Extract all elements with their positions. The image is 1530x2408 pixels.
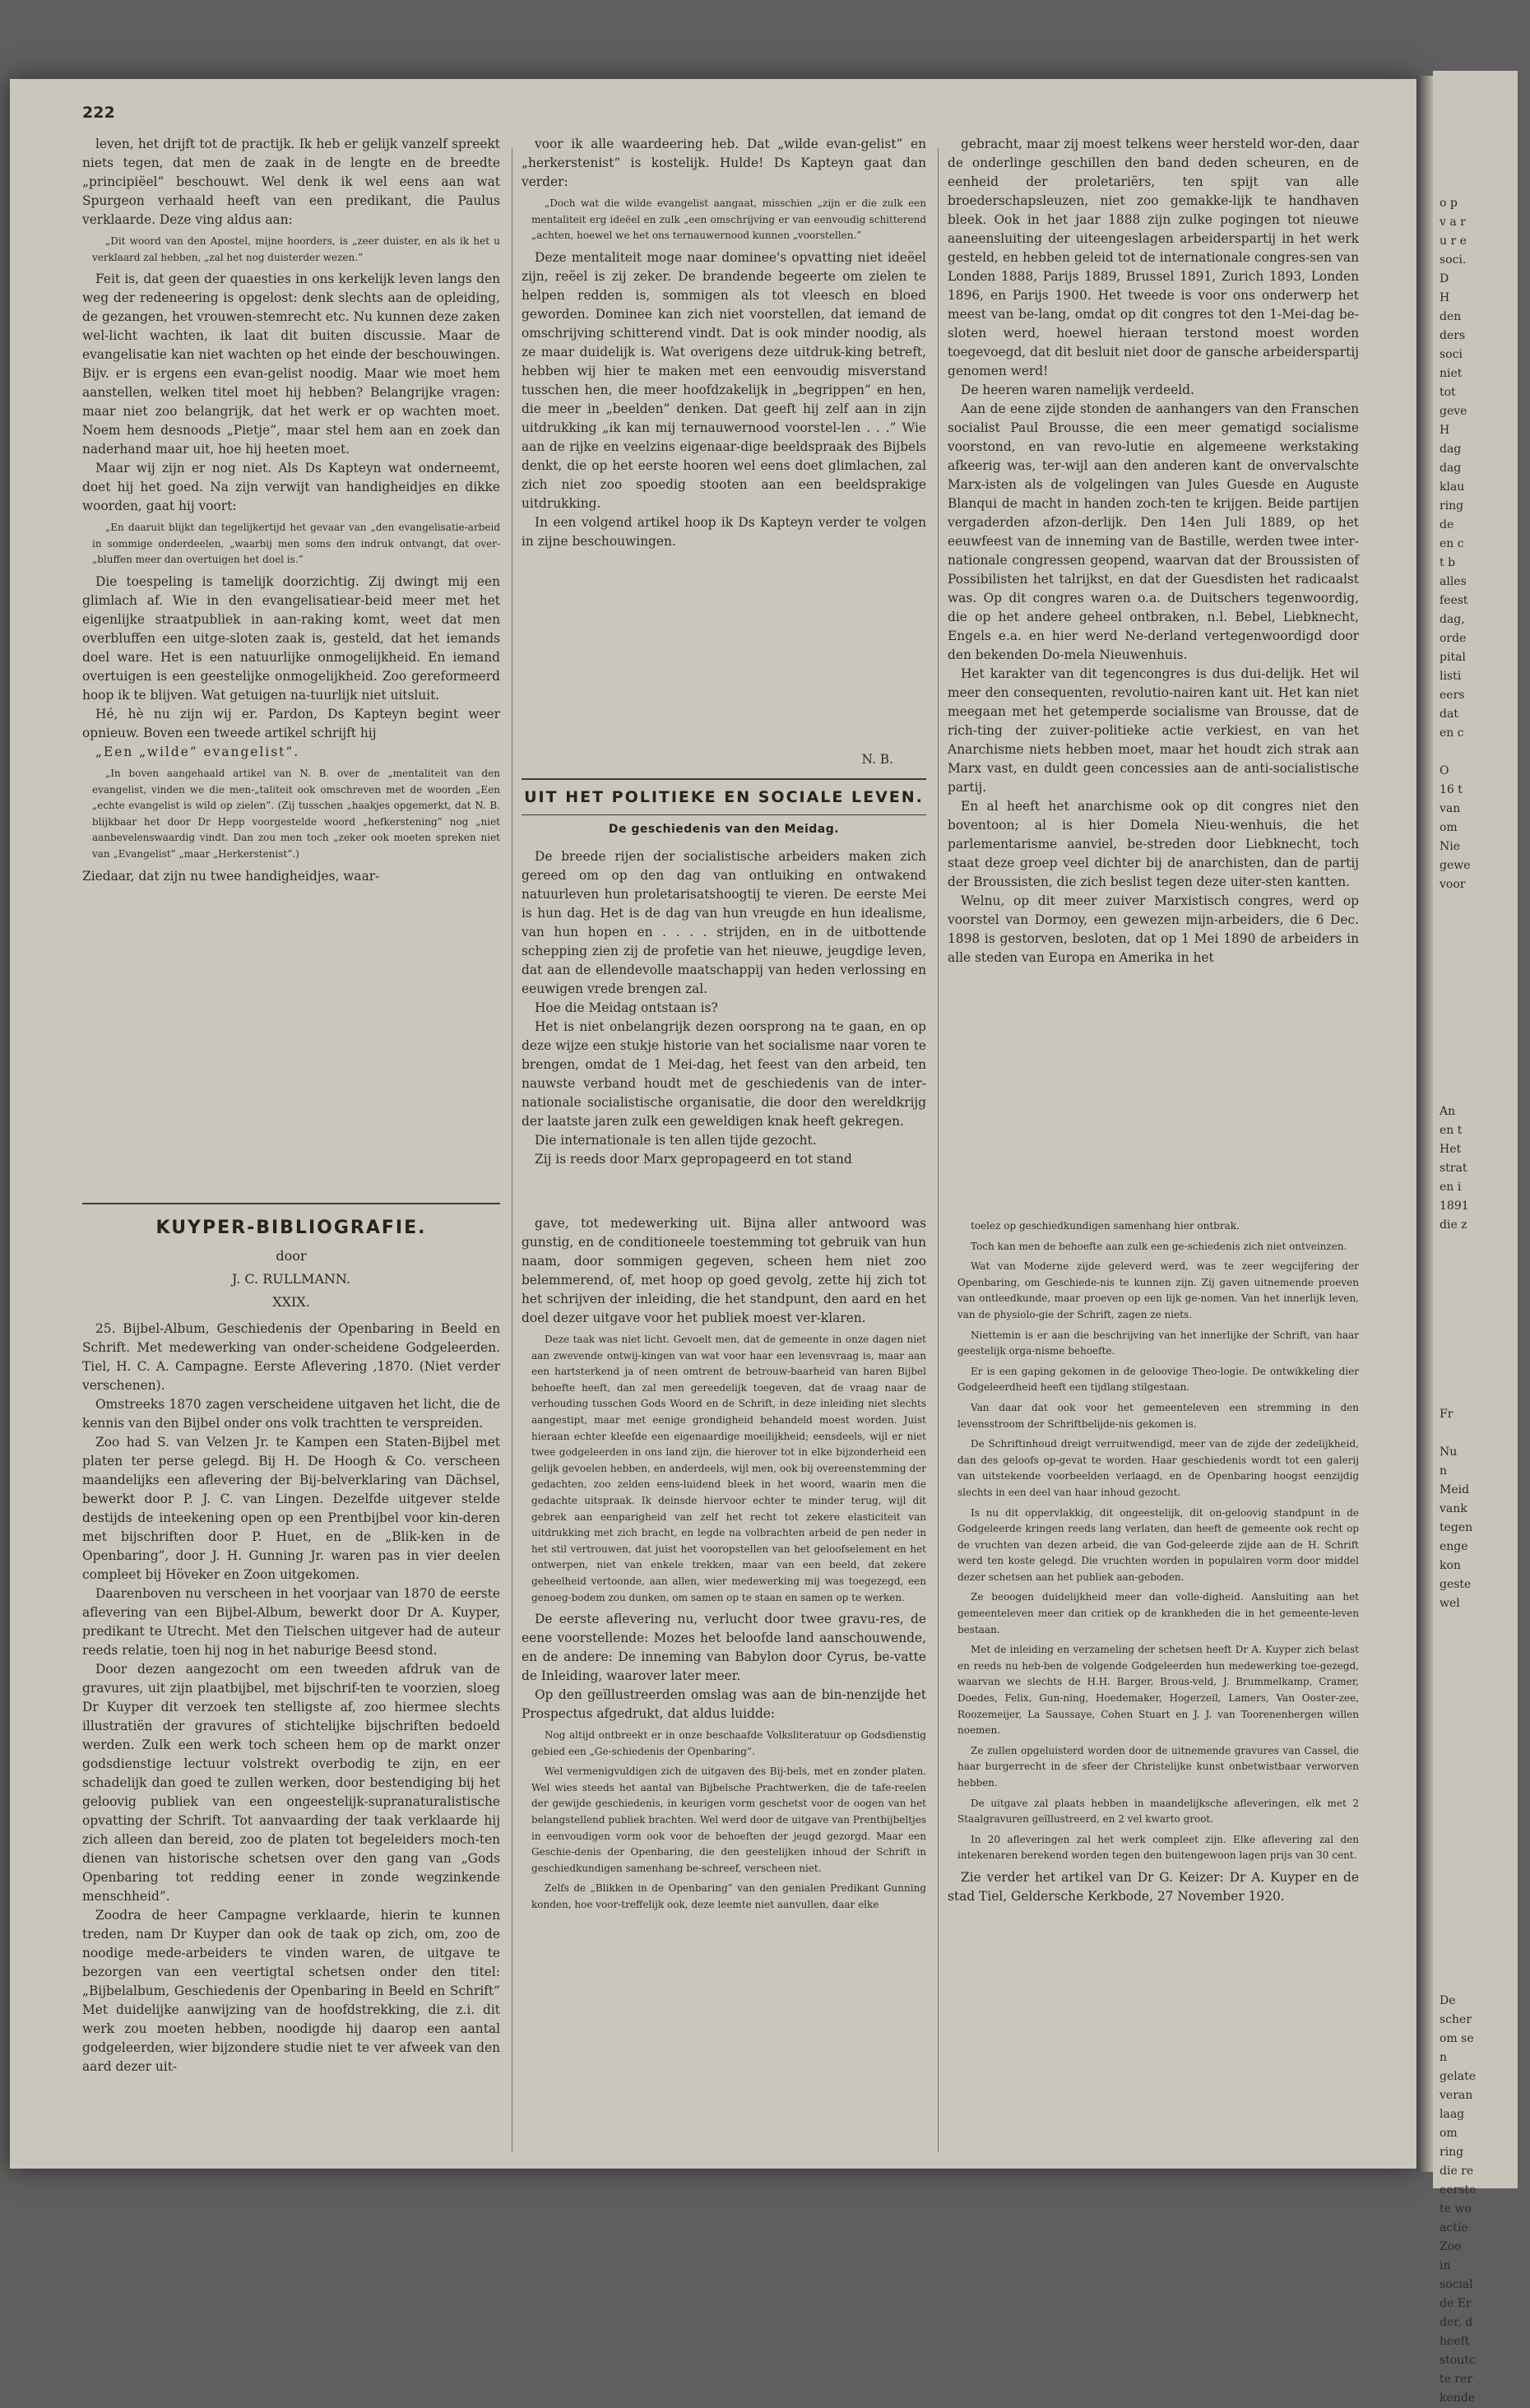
edge-fragment <box>1440 1065 1530 1083</box>
edge-fragment: Zoo <box>1440 2240 1462 2253</box>
edge-fragment <box>1440 1727 1530 1746</box>
edge-fragment <box>1440 1973 1530 1992</box>
paragraph: Zij is reeds door Marx gepropageerd en tot stand <box>535 1152 852 1167</box>
edge-fragment <box>1440 1008 1530 1027</box>
paragraph: Wat van Moderne zijde geleverd werd, was te zeer wegcijfering der Openbaring, om Geschiede-nis te kunnen zijn. Zij gaven uitnemende proeven van ontleedkunde, maar proeven op een lijk ge-nomen. Van het innerlijk leven, van de physiolo-gie der Schrift, zagen ze niets. <box>957 1260 1359 1320</box>
edge-fragment: van <box>1440 802 1461 815</box>
edge-fragment <box>1440 1651 1530 1670</box>
edge-fragment: O <box>1440 764 1449 777</box>
paragraph: „Doch wat die wilde evangelist aangaat, misschien „zijn er die zulk een mentaliteit erg ideëel en zulk „een omschrijving er van eenvoudig schitterend „achten, hoewel we het ons ternauwernood kunnen „voorstellen.” <box>531 197 926 242</box>
edge-fragment <box>1440 932 1530 951</box>
paragraph: „Een „wilde” evangelist”. <box>95 744 300 759</box>
edge-fragment: D <box>1440 272 1449 285</box>
paragraph: De breede rijen der socialistische arbeiders maken zich gereed om op den dag van ontluiking en ontwakend natuurleven hun proletarisatshoogtij te vieren. De eerste Mei is hun dag. Het is de dag van hun vreugde en hun idealisme, van hun hopen en . . . . strijden, en in de uitbottende schepping zien zij de profetie van het nieuwe, jeugdige leven, dat aan de ellendevolle maatschappij van heden verlossing en eeuwigen vrede brengen zal. <box>522 849 926 996</box>
edge-fragment <box>1440 1632 1530 1651</box>
edge-fragment: veran <box>1440 2089 1473 2102</box>
column-3-bottom-article <box>948 1214 1359 2152</box>
edge-fragment <box>1440 894 1530 913</box>
kuyper-bibliography-title: KUYPER-BIBLIOGRAFIE. <box>155 1218 427 1238</box>
paragraph: voor ik alle waardeering heb. Dat „wilde evan-gelist” en „herkerstenist” is kostelijk. Hulde! Ds Kapteyn gaat dan verder: <box>522 137 926 189</box>
paragraph: In een volgend artikel hoop ik Ds Kapteyn verder te volgen in zijne beschouwingen. <box>522 514 926 549</box>
paragraph: Zoo had S. van Velzen Jr. te Kampen een Staten-Bijbel met platen ter perse gelegd. Bij H. De Hoogh & Co. verscheen maandelijks een aflevering der Bij-belverklaring van Dächsel, bewerkt door P. J. C. van Lingen. Dezelfde uitgever stelde destijds de inteekening open op een Prentbijbel voor kin-deren met bijschriften door P. Huet, en de „Blik-ken in de Openbaring”, door J. H. Gunning Jr. waren pas in vier deelen compleet bij Höveker en Zoon uitgekomen. <box>82 1435 500 1582</box>
edge-fragment: en c <box>1440 726 1464 740</box>
edge-fragment: n <box>1440 2051 1448 2064</box>
edge-fragment: feest <box>1440 594 1468 607</box>
paragraph: 25. Bijbel-Album, Geschiedenis der Openbaring in Beeld en Schrift. Met medewerking van onder-scheidene Godgeleerden. Tiel, H. C. A. Campagne. Eerste Aflevering ,1870. (Niet verder verschenen). <box>82 1321 500 1393</box>
paragraph: En al heeft het anarchisme ook op dit congres niet den boventoon; al is hier Domela Nieu-wenhuis, die het parlementarisme aanviel, be-streden door Liebknecht, toch staat deze groep veel dichter bij de anarchisten, dan de partij der Broussisten, die zich beslist tegen deze uiter-sten kantten. <box>948 799 1359 889</box>
edge-fragment: eerste <box>1440 2183 1477 2197</box>
edge-fragment <box>1440 1689 1530 1708</box>
edge-fragment: Nu <box>1440 1445 1458 1459</box>
edge-fragment: soci. <box>1440 253 1467 267</box>
edge-fragment <box>1440 1708 1530 1727</box>
edge-fragment: om se <box>1440 2032 1474 2045</box>
edge-fragment: ring <box>1440 499 1464 513</box>
edge-fragment: eers <box>1440 689 1465 702</box>
paragraph: gave, tot medewerking uit. Bijna aller antwoord was gunstig, en de conditioneele toestemming tot gebruik van hun naam, door sommigen gegeven, scheen hem niet zoo belemmerend, of, met hoop op goed gevolg, zette hij zich tot het schrijven der inleiding, die het standpunt, den aard en het doel dezer uitgave voor het publiek moest ver-klaren. <box>522 1216 926 1325</box>
paragraph: Deze taak was niet licht. Gevoelt men, dat de gemeente in onze dagen niet aan zwevende ontwij-kingen van wat voor haar een levensvraag is, maar aan een hartsterkend ja of neen omtrent de betrouw-baarheid van haren Bijbel behoefte heeft, dan zal men gereedelijk toegeven, dat de vraag naar de verhouding tusschen Gods Woord en de Schrift, in deze inleiding niet slechts aangestipt, maar met eenige grondigheid behandeld moest worden. Juist hieraan echter kleefde een eigenaardige moeilijkheid; eensdeels, wijl er niet twee godgeleerden in ons land zijn, die hierover tot in elke bijzonderheid een gelijk gevoelen hebben, en anderdeels, wijl men, ook bij overeenstemming der gedachten, zoo zelden eens-luidend bleek in het woord, waarin men die gedachte uitspraak. Ik deinsde hiervoor echter te minder terug, wijl dit gebrek aan eenparigheid van zelf het recht tot zekere elasticiteit van uitdrukking met zich bracht, en legde na volbrachten arbeid de pen neder in het stil vertrouwen, dat juist het vooropstellen van het geloofselement en het ontwerpen, niet van enkele trekken, maar van een beeld, dat zekere geheelheid vertoonde, aan allen, wier medewerking mij was toegezegd, een genoeg-bodem zou dunken, om samen op te staan en samen op te werken. <box>531 1334 926 1603</box>
paragraph: De uitgave zal plaats hebben in maandelijksche afleveringen, elk met 2 Staalgravuren geïllustreerd, en 2 vel kwarto groot. <box>957 1797 1359 1826</box>
edge-fragment: v a r <box>1440 216 1466 229</box>
paragraph: Op den geïllustreerden omslag was aan de bin-nenzijde het Prospectus afgedrukt, dat aldus luidde: <box>522 1687 926 1722</box>
paragraph: Deze mentaliteit moge naar dominee's opvatting niet ideëel zijn, reëel is zij zeker. De brandende begeerte om zielen te helpen redden is, sommigen als tot vleesch en bloed geworden. Dominee kan zich niet voorstellen, dat iemand de omschrijving schitterend vindt. Dat is ook minder noodig, als ze maar duidelijk is. Wat overigens deze uitdruk-king betreft, hebben wij hier te maken met een eenvoudig misverstand tusschen hen, die meer hoofdzakelijk in „begrippen” en hen, die meer in „beelden” denken. Dat geeft hij zelf aan in zijn uitdrukking „ik kan mij ternauwernood voorstel-len . . .” Wie aan de rijke en veelzins eigenaar-dige beeldspraak des Bijbels denkt, die op het eerste hooren wel eens doet glimlachen, zal zich niet zoo spoedig stooten aan een beeldsprakige uitdrukking. <box>522 249 926 511</box>
paragraph: Daarenboven nu verscheen in het voorjaar van 1870 de eerste aflevering van een Bijbel-Album, bewerkt door Dr A. Kuyper, predikant te Utrecht. Met den Tielschen uitgever had de auteur reeds relatie, toen hij nog in het naburige Beesd stond. <box>82 1586 500 1658</box>
edge-fragment <box>1440 743 1530 762</box>
edge-fragment: te rer <box>1440 2373 1473 2386</box>
edge-fragment: dag <box>1440 462 1462 475</box>
edge-fragment <box>1440 1292 1530 1311</box>
edge-fragment: dag, <box>1440 613 1465 626</box>
column-1-bottom-article <box>82 1320 500 2150</box>
paragraph: Ziedaar, dat zijn nu twee handigheidjes, waar- <box>82 868 380 884</box>
paragraph: Is nu dit oppervlakkig, dit ongeestelijk, dit on-geloovig standpunt in de Godgeleerde kringen reeds lang verlaten, dan heeft de gemeente ook recht op de vruchten van dezen arbeid, die van God-geleerde zijde aan de H. Schrift werd ten koste gelegd. Die vruchten worden in populairen vorm door middel dezer schetsen aan het publiek aan-geboden. <box>957 1506 1359 1583</box>
column-divider-top-2 <box>938 148 939 1218</box>
politics-subtitle: De geschiedenis van den Meidag. <box>608 823 840 836</box>
edge-fragment: 1891 <box>1440 1199 1469 1213</box>
paragraph: Die toespeling is tamelijk doorzichtig. Zij dwingt mij een glimlach af. Wie in den evangelisatiear-beid meer met het eigenlijke straatpubliek in aan-raking komt, weet dat men overbluffen een uitge-sloten zaak is, gesteld, dat het iemands doel ware. Het is een natuurlijke onmogelijkheid. En iemand overtuigen is een geestelijke onmogelijkheid. Zoo gereformeerd hoop ik te blijven. Wat getuigen na-tuurlijk niet uitsluit. <box>82 573 500 703</box>
edge-fragment: ders <box>1440 329 1466 342</box>
edge-fragment <box>1440 970 1530 989</box>
edge-fragment: u r e <box>1440 234 1467 248</box>
edge-fragment: om <box>1440 2127 1458 2140</box>
paragraph: „In boven aangehaald artikel van N. B. over de „mentaliteit van den evangelist, vinden we die men-„taliteit ook omschreven met de woorden „Een „echte evangelist is wild op zielen”. (Zij tusschen „haakjes opgemerkt, dat N. B. blijkbaar het door Dr Hepp voorgestelde woord „hefkerstening” nog „niet aanbevelenswaardig vindt. Dan zou men toch „zeker ook moeten spreken niet van „Evangelist” „maar „Herkerstenist”.) <box>92 767 500 860</box>
edge-fragment <box>1440 1821 1530 1840</box>
edge-fragment: soci <box>1440 348 1463 361</box>
edge-fragment: alles <box>1440 575 1467 588</box>
edge-fragment <box>1440 1954 1530 1973</box>
edge-fragment: H <box>1440 424 1450 437</box>
politics-section-title: UIT HET POLITIEKE EN SOCIALE LEVEN. <box>524 788 924 806</box>
edge-fragment <box>1440 913 1530 932</box>
edge-fragment: om <box>1440 821 1458 834</box>
edge-fragment: social <box>1440 2278 1473 2291</box>
edge-fragment: orde <box>1440 632 1467 645</box>
edge-fragment <box>1440 1613 1530 1632</box>
edge-fragment: die re <box>1440 2164 1474 2178</box>
edge-fragment <box>1440 1386 1530 1405</box>
paragraph: Zelfs de „Blikken in de Openbaring” van den genialen Predikant Gunning konden, hoe voor-treffelijk ook, deze leemte niet aanvullen, daar elke <box>531 1882 926 1911</box>
paragraph: Maar wij zijn er nog niet. Als Ds Kapteyn wat onderneemt, doet hij het goed. Na zijn verwijt van handigheidjes en dikke woorden, gaat hij voort: <box>82 461 500 514</box>
edge-fragment: heeft <box>1440 2335 1470 2348</box>
edge-fragment: scher <box>1440 2013 1472 2026</box>
paragraph: Hé, hè nu zijn wij er. Pardon, Ds Kapteyn begint weer opnieuw. Boven een tweede artikel schrijft hij <box>82 706 500 740</box>
paragraph: Omstreeks 1870 zagen verscheidene uitgaven het licht, die de kennis van den Bijbel onder ons volk trachtten te verspreiden. <box>82 1397 500 1431</box>
kuyper-author: J. C. RULLMANN. <box>232 1271 350 1287</box>
edge-fragment: geste <box>1440 1578 1472 1591</box>
paragraph: De heeren waren namelijk verdeeld. <box>961 383 1194 397</box>
column-2-top-article <box>522 135 926 748</box>
edge-fragment: tegen <box>1440 1521 1473 1534</box>
section-rule-middle-2 <box>522 814 926 815</box>
binding-gutter <box>1416 76 1433 2172</box>
paragraph: Feit is, dat geen der quaesties in ons kerkelijk leven langs den weg der redeneering is opgelost: denk slechts aan de opleiding, de gezangen, het vrouwen-stemrecht etc. Nu kunnen deze zaken wel-licht wachten, ik laat dit buiten discussie. Maar de evangelisatie kan niet wachten op het einde der beschouwingen. Bijv. er is ergens een evan-gelist noodig. Maar wie moet hem aanstellen, welken titel moet hij hebben? Belangrijke vragen: maar niet zoo belangrijk, dat het werk er op wachten moet. Noem hem desnoods „Pietje”, maar stel hem aan en zoek dan naderhand maar uit, hoe hij heeten moet. <box>82 271 500 457</box>
column-2-bottom-article <box>522 1214 926 2152</box>
edge-fragment: gelate <box>1440 2070 1476 2083</box>
paragraph: Er is een gaping gekomen in de geloovige Theo-logie. De ontwikkeling dier Godgeleerdheid heeft een tijdlang stilgestaan. <box>957 1365 1359 1394</box>
edge-fragment <box>1440 1670 1530 1689</box>
edge-fragment: o p <box>1440 197 1458 210</box>
page-number: 222 <box>82 104 115 122</box>
paragraph: De eerste aflevering nu, verlucht door twee gravu-res, de eene voorstellende: Mozes het beloofde land aanschouwende, en de andere: De inneming van Babylon door Cyrus, be-vatte de Inleiding, waarover later meer. <box>522 1612 926 1684</box>
edge-fragment: in <box>1440 2259 1451 2272</box>
paragraph: Het karakter van dit tegencongres is dus dui-delijk. Het wil meer den consequenten, revolutio-nairen kant uit. Het kan niet meegaan met het getemperde socialisme van Brousse, dat de rich-ting der zuiver-politieke actie verkiest, en van het Anarchisme niets hebben moet, maar het houdt zich strak aan Marx vast, en duldt geen concessies aan de anti-socialistische partij. <box>948 666 1359 795</box>
edge-fragment <box>1440 1273 1530 1292</box>
edge-fragment <box>1440 1878 1530 1897</box>
paragraph: Welnu, op dit meer zuiver Marxistisch congres, werd op voorstel van Dormoy, een gewezen mijn-arbeiders, die 6 Dec. 1898 is gestorven, besloten, dat op 1 Mei 1890 de arbeiders in alle steden van Europa en Amerika in het <box>948 893 1359 965</box>
kuyper-door: door <box>276 1248 307 1264</box>
edge-fragment: en t <box>1440 1124 1463 1137</box>
edge-fragment: dag <box>1440 443 1462 456</box>
edge-fragment <box>1440 1897 1530 1916</box>
column-2-meidag-article <box>522 847 926 1201</box>
edge-fragment: laag <box>1440 2108 1465 2121</box>
edge-fragment: Nie <box>1440 840 1461 853</box>
edge-fragment: wel <box>1440 1597 1460 1610</box>
edge-fragment <box>1440 1254 1530 1273</box>
column-3-top-article <box>948 135 1359 1204</box>
edge-fragment <box>1440 1046 1530 1065</box>
edge-fragment: enge <box>1440 1540 1468 1553</box>
article-signature: N. B. <box>861 752 893 767</box>
edge-fragment: listi <box>1440 670 1462 683</box>
paragraph: Met de inleiding en verzameling der schetsen heeft Dr A. Kuyper zich belast en reeds nu heb-ben de volgende Godgeleerden hun medewerking toe-gezegd, waarvan we slechts de H.H. Barger, Brous-veld, J. Brummelkamp, Cramer, Doedes, Felix, Gun-ning, Hoedemaker, Hogerzeil, Lamers, Van Ooster-zee, Roozemeijer, La Saussaye, Cohen Stuart en J. J. van Toorenenbergen willen noemen. <box>957 1644 1359 1737</box>
edge-fragment: voor <box>1440 878 1466 891</box>
edge-fragment: Het <box>1440 1143 1462 1156</box>
edge-fragment: en i <box>1440 1181 1462 1194</box>
edge-fragment <box>1440 951 1530 970</box>
edge-fragment: de <box>1440 518 1454 531</box>
edge-fragment <box>1440 1083 1530 1102</box>
edge-fragment <box>1440 1935 1530 1954</box>
paragraph: Door dezen aangezocht om een tweeden afdruk van de gravures, uit zijn plaatbijbel, met bijschrif-ten te voorzien, sloeg Dr Kuyper dit verzoek ten stelligste af, zoo hiermee slechts illustratiën der gravures of stichtelijke bijschriften bedoeld werden. Zulk een werk toch scheen hem op de markt onzer godsdienstige lectuur volstrekt overbodig te zijn, en eer schadelijk dan goed te zullen werken, door bestendiging bij het geloovig publiek van een ongeestelijk-supranaturalistische opvatting der Schrift. Tot aanvaarding der taak verklaarde hij zich alleen dan bereid, zoo de platen tot begeleiders moch-ten dienen van historische schetsen over den gang van „Gods Openbaring tot redding eener in zonde wegzinkende menschheid”. <box>82 1662 500 1904</box>
paragraph: leven, het drijft tot de practijk. Ik heb er gelijk vanzelf spreekt niets tegen, dat men de zaak in de lengte en de breedte „principiëel” beschouwt. Wel denk ik wel eens aan wat Spurgeon verhaald heeft van een predikant, die Paulus verklaarde. Deze ving aldus aan: <box>82 137 500 227</box>
paragraph: Ze zullen opgeluisterd worden door de uitnemende gravures van Cassel, die haar burgerrecht in de sfeer der Christelijke kunst onbetwistbaar verworven hebben. <box>957 1744 1359 1789</box>
edge-fragment: An <box>1440 1105 1456 1118</box>
next-page-text-fragments <box>1440 194 1530 2408</box>
edge-fragment: H <box>1440 291 1450 304</box>
signature-wrap <box>522 750 926 772</box>
paragraph: Hoe die Meidag ontstaan is? <box>535 1000 718 1015</box>
edge-fragment: klau <box>1440 480 1465 494</box>
paragraph: „Dit woord van den Apostel, mijne hoorders, is „zeer duister, en als ik het u verklaard zal hebben, „zal het nog duisterder wezen.” <box>92 235 500 263</box>
next-page-edge <box>1433 71 1518 2405</box>
edge-fragment: tot <box>1440 386 1456 399</box>
edge-fragment: ring <box>1440 2146 1464 2159</box>
edge-fragment <box>1440 1424 1530 1443</box>
edge-fragment: t b <box>1440 556 1456 569</box>
paragraph: Wel vermenigvuldigen zich de uitgaven des Bij-bels, met en zonder platen. Wel wies steeds het aantal van Bijbelsche Prachtwerken, die de tafe-reelen der gewijde geschiedenis, in keurigen vorm geschetst voor de oogen van het belangstellend publiek brachten. Wel werd door de uitgave van Prentbijbeltjes in eenvoudigen vorm ook voor de behoeften der jeugd gezorgd. Maar een Geschie-denis der Openbaring, die den geestelijken inhoud der Schrift in geschiedkundigen samenhang be-schreef, verscheen niet. <box>531 1765 926 1874</box>
edge-fragment: n <box>1440 1464 1448 1478</box>
paragraph: „En daaruit blijkt dan tegelijkertijd het gevaar van „den evangelisatie-arbeid in sommige onderdeelen, „waarbij men soms den indruk ontvangt, dat over-„bluffen meer dan overtuigen het doel is.” <box>92 522 500 566</box>
edge-fragment: Fr <box>1440 1408 1454 1421</box>
paragraph: toelez op geschiedkundigen samenhang hier ontbrak. <box>971 1220 1240 1232</box>
edge-fragment <box>1440 1859 1530 1878</box>
paragraph: In 20 afleveringen zal het werk compleet zijn. Elke aflevering zal den intekenaren berekend worden tegen den buitengewoon lagen prijs van 30 cent. <box>957 1833 1359 1862</box>
edge-fragment <box>1440 1803 1530 1821</box>
edge-fragment: actie <box>1440 2221 1468 2234</box>
edge-fragment: strat <box>1440 1162 1467 1175</box>
paragraph: Het is niet onbelangrijk dezen oorsprong na te gaan, en op deze wijze een stukje historie van het socialisme naar voren te brengen, omdat de 1 Mei-dag, het feest van den arbeid, ten nauwste verband houdt met de geschiedenis van de inter-nationale socialistische organisatie, die door den wereldkrijg der laatste jaren zulk een geweldigen knak heeft gekregen. <box>522 1019 926 1129</box>
edge-fragment <box>1440 1840 1530 1859</box>
edge-fragment: den <box>1440 310 1462 323</box>
edge-fragment: pital <box>1440 651 1466 664</box>
kuyper-part-number: XXIX. <box>272 1294 310 1310</box>
edge-fragment <box>1440 1235 1530 1254</box>
paragraph: Toch kan men de behoefte aan zulk een ge-schiedenis zich niet ontveinzen. <box>971 1240 1347 1252</box>
paragraph: Niettemin is er aan die beschrijving van het innerlijke der Schrift, van haar geestelijk orga-nisme behoefte. <box>957 1329 1359 1357</box>
column-1-top-article <box>82 135 500 1196</box>
edge-fragment <box>1440 1746 1530 1765</box>
edge-fragment <box>1440 1348 1530 1367</box>
paragraph: De Schriftinhoud dreigt verruitwendigd, meer van de zijde der zedelijkheid, dan des geloofs op-gevat te worden. Haar geschiedenis wordt tot een galerij van uitstekende voorbeelden verlaagd, en de Openbaring hoogst eenzijdig slechts in een deel van haar inhoud gezocht. <box>957 1438 1359 1498</box>
edge-fragment <box>1440 1916 1530 1935</box>
edge-fragment <box>1440 1784 1530 1803</box>
edge-fragment: kon <box>1440 1559 1461 1572</box>
edge-fragment: Meid <box>1440 1483 1470 1496</box>
edge-fragment <box>1440 989 1530 1008</box>
edge-fragment <box>1440 1311 1530 1329</box>
edge-fragment <box>1440 1765 1530 1784</box>
paragraph: gebracht, maar zij moest telkens weer hersteld wor-den, daar de onderlinge geschillen den band deden scheuren, en de eenheid der proletariërs, ten spijt van alle broederschapsleuzen, niet zoo gemakke-lijk te handhaven bleek. Ook in het jaar 1888 zijn zulke pogingen tot nieuwe aaneensluiting der uiteengeslagen arbeiderspartij in het werk gesteld, en hebben geleid tot de internationale congres-sen van Londen 1888, Parijs 1889, Brussel 1891, Zurich 1893, Londen 1896, en Parijs 1900. Het tweede is voor ons onderwerp het meest van be-lang, omdat op dit congres tot den 1-Mei-dag be-sloten werd, hoewel hieraan terstond moest worden toegevoegd, dat dit besluit niet door de gansche arbeiderspartij genomen werd! <box>948 137 1359 378</box>
edge-fragment: en c <box>1440 537 1464 550</box>
edge-fragment: dat <box>1440 708 1458 721</box>
paragraph: Van daar dat ook voor het gemeenteleven een stremming in den levensstroom der Schriftbelijde-nis gekomen is. <box>957 1401 1359 1430</box>
paragraph: Ze beoogen duidelijkheid meer dan volle-digheid. Aansluiting aan het gemeenteleven meer dan critiek op de krankheden die in het gemeente-leven bestaan. <box>957 1591 1359 1635</box>
edge-fragment: de Er <box>1440 2297 1472 2310</box>
edge-fragment: gewe <box>1440 859 1471 872</box>
paragraph: Zoodra de heer Campagne verklaarde, hierin te kunnen treden, nam Dr Kuyper dan ook de taak op zich, om, zoo de noodige mede-arbeiders te vinden waren, de uitgave te bezorgen van een veertigtal schetsen onder den titel: „Bijbelalbum, Geschiedenis der Openbaring in Beeld en Schrift” Met duidelijke aanwijzing van de hoofdstrekking, die z.i. dit werk zou moeten hebben, noodigde hij daarop een aantal godgeleerden, wier bijzondere studie niet te ver afweek van den aard dezer uit- <box>82 1908 500 2074</box>
paragraph: Nog altijd ontbreekt er in onze beschaafde Volksliteratuur op Godsdienstig gebied een „Ge-schiedenis der Openbaring”. <box>531 1729 926 1757</box>
paragraph: Aan de eene zijde stonden de aanhangers van den Franschen socialist Paul Brousse, die een meer gematigd socialisme voorstond, en van revo-lutie en algemeene werkstaking afkeerig was, ter-wijl aan den anderen kant de onvervalschte Marx-isten als de volgelingen van Jules Guesde en Auguste Blanqui de macht in handen zoch-ten te krijgen. Beide partijen vergaderden afzon-derlijk. Den 14en Juli 1889, op het eeuwfeest van de inneming van de Bastille, werden twee inter-nationale congressen geopend, waarvan dat der Broussisten of Possibilisten het talrijkst, en dat der Guesdisten het radicaalst was. Op dit congres waren o.a. de Duitschers tegenwoordig, die op het andere geheel ontbraken, n.l. Bebel, Liebknecht, Engels e.a. en hier werd Ne-derland vertegenwoordigd door den bekenden Do-mela Nieuwenhuis. <box>948 401 1359 662</box>
edge-fragment: geve <box>1440 405 1467 418</box>
edge-fragment: der, d <box>1440 2316 1473 2329</box>
section-rule-left <box>82 1203 500 1204</box>
edge-fragment <box>1440 1367 1530 1386</box>
edge-fragment <box>1440 1329 1530 1348</box>
edge-fragment: vank <box>1440 1502 1467 1515</box>
edge-fragment: kende <box>1440 2392 1476 2405</box>
edge-fragment: die z <box>1440 1218 1467 1232</box>
edge-fragment <box>1440 1027 1530 1046</box>
edge-fragment: stoutc <box>1440 2354 1476 2367</box>
edge-fragment: De <box>1440 1994 1456 2007</box>
paragraph: Die internationale is ten allen tijde gezocht. <box>535 1133 817 1148</box>
paragraph: Zie verder het artikel van Dr G. Keizer: Dr A. Kuyper en de stad Tiel, Geldersche Kerkbode, 27 November 1920. <box>948 1869 1359 1904</box>
section-rule-middle <box>522 778 926 780</box>
edge-fragment: 16 t <box>1440 783 1463 796</box>
edge-fragment: te wo <box>1440 2202 1472 2215</box>
edge-fragment: niet <box>1440 367 1463 380</box>
column-divider-bottom-2 <box>938 1206 939 2152</box>
